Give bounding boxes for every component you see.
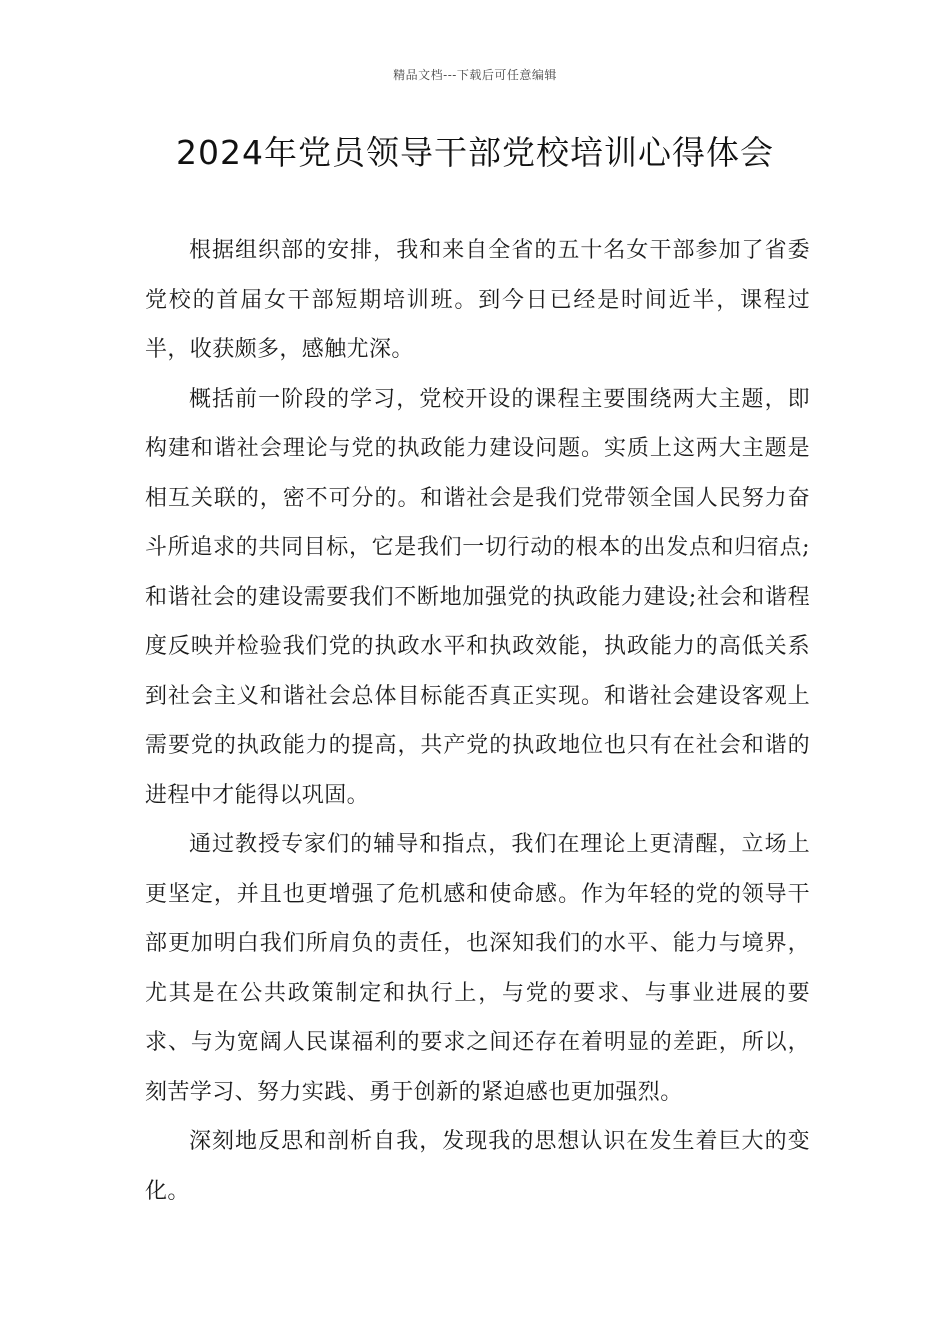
document-title: 2024年党员领导干部党校培训心得体会 <box>176 133 774 172</box>
paragraph-4: 深刻地反思和剖析自我，发现我的思想认识在发生着巨大的变化。 <box>145 1129 810 1204</box>
paragraph-2: 概括前一阶段的学习，党校开设的课程主要围绕两大主题，即构建和谐社会理论与党的执政能力建设问题。实质上这两大主题是相互关联的，密不可分的。和谐社会是我们党带领全国人民努力奋斗所追求的共同目标，它是我们一切行动的根本的出发点和归宿点;和谐社会的建设需要我们不断地加强党的执政能力建设;社会和谐程度反映并检验我们党的执政水平和执政效能，执政能力的高低关系到社会主义和谐社会总体目标能否真正实现。和谐社会建设客观上需要党的执政能力的提高，共产党的执政地位也只有在社会和谐的进程中才能得以巩固。 <box>145 386 810 808</box>
paragraph-1: 根据组织部的安排，我和来自全省的五十名女干部参加了省委党校的首届女干部短期培训班。到今日已经是时间近半，课程过半，收获颇多，感触尤深。 <box>145 238 810 362</box>
paragraph-3: 通过教授专家们的辅导和指点，我们在理论上更清醒，立场上更坚定，并且也更增强了危机感和使命感。作为年轻的党的领导干部更加明白我们所肩负的责任，也深知我们的水平、能力与境界，尤其是在公共政策制定和执行上，与党的要求、与事业进展的要求、与为宽阔人民谋福利的要求之间还存在着明显的差距，所以，刻苦学习、努力实践、勇于创新的紧迫感也更加强烈。 <box>145 832 810 1105</box>
document-body <box>145 226 810 1216</box>
page-header: 精品文档---下载后可任意编辑 <box>393 68 557 82</box>
